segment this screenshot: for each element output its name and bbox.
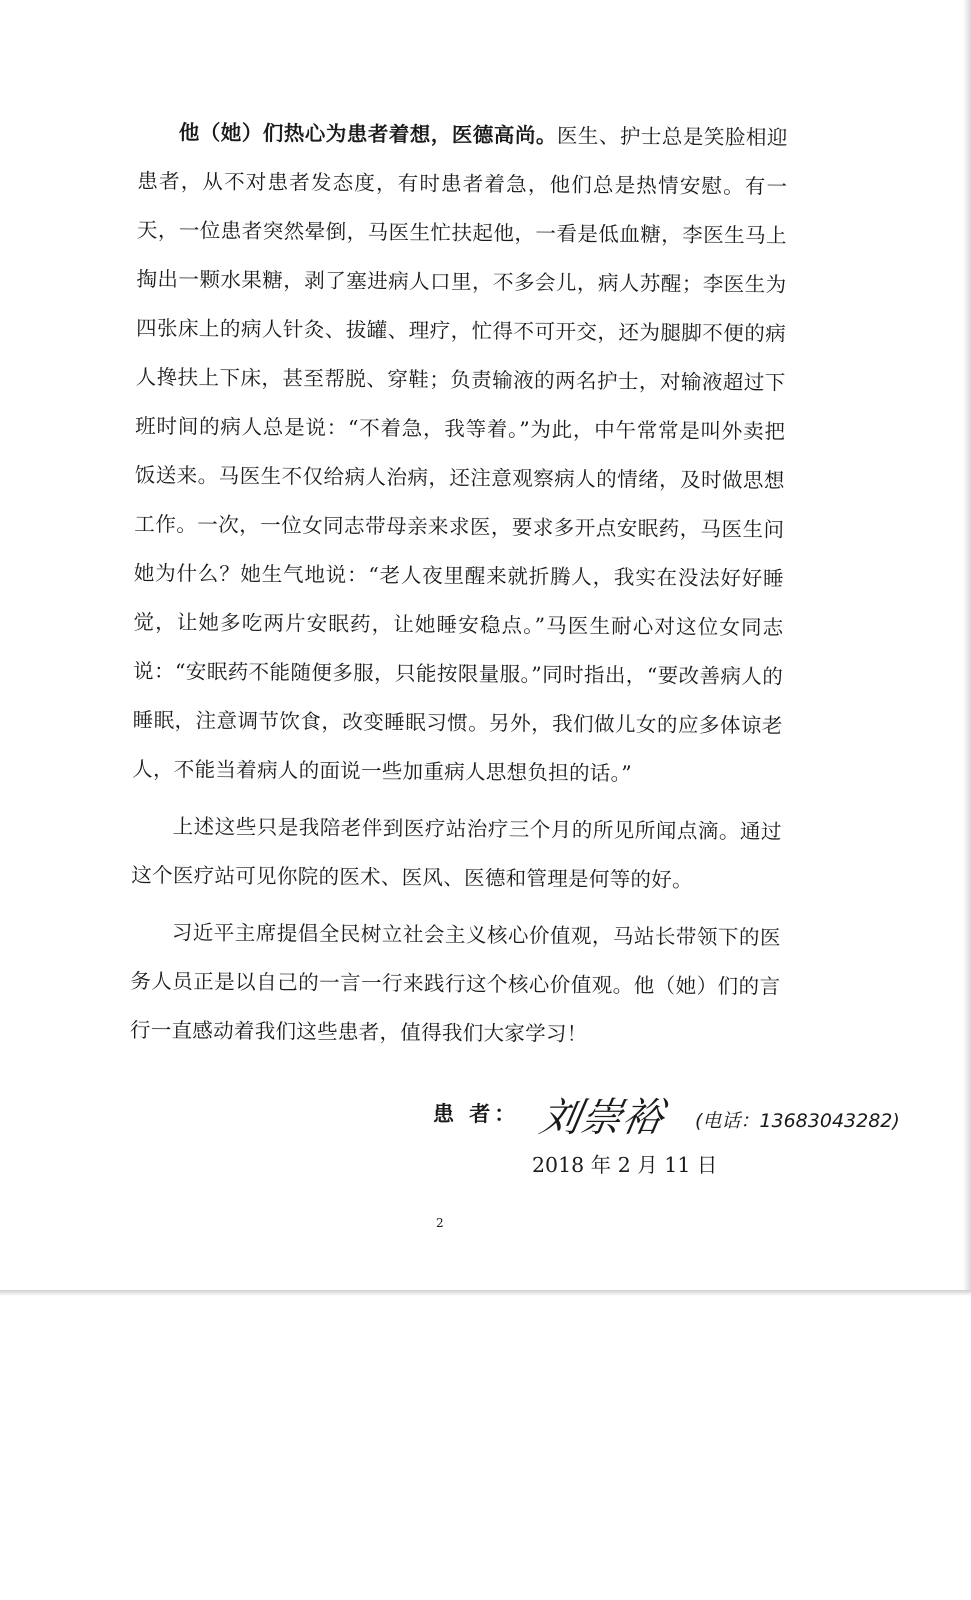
paragraph-1-bold-lead: 他（她）们热心为患者着想，医德高尚。 <box>178 120 558 148</box>
paragraph-1 <box>132 108 788 800</box>
handwritten-phone-note: (电话：13683043282) <box>695 1110 900 1132</box>
handwritten-signature: 刘崇裕 <box>536 1095 668 1141</box>
paper-bottom-edge <box>0 1290 971 1296</box>
letter-body <box>130 108 788 1061</box>
signature-block <box>433 1090 933 1142</box>
scan-edge-shadow <box>963 0 971 1292</box>
paragraph-2: 上述这些只是我陪老伴到医疗站治疗三个月的所见所闻点滴。通过这个医疗站可见你院的医术、医风、医德和管理是何等的好。 <box>131 814 782 892</box>
paragraph-3: 习近平主席提倡全民树立社会主义核心价值观，马站长带领下的医务人员正是以自己的一言一行来践行这个核心价值观。他（她）们的言行一直感动着我们这些患者，值得我们大家学习！ <box>129 920 781 1046</box>
paragraph-1-text: 医生、护士总是笑脸相迎患者，从不对患者发态度，有时患者着急，他们总是热情安慰。有一天，一位患者突然晕倒，马医生忙扶起他，一看是低血糖，李医生马上掏出一颗水果糖，剥了塞进病人口里，不多会儿，病人苏醒；李医生为四张床上的病人针灸、拔罐、理疗，忙得不可开交，还为腿脚不便的病人搀扶上下床，甚至帮脱、穿鞋；负责输液的两名护士，对输液超过下班时间的病人总是说：“不着急，我等着。”为此，中午常常是叫外卖把饭送来。马医生不仅给病人治病，还注意观察病人的情绪，及时做思想工作。一次，一位女同志带母亲来求医，要求多开点安眠药，马医生问她为什么？她生气地说：“老人夜里醒来就折腾人，我实在没法好好睡觉，让她多吃两片安眠药，让她睡安稳点。”马医生耐心对这位女同志说：“安眠药不能随便多服，只能按限量服。”同时指出，“要改善病人的睡眠，注意调节饮食，改变睡眠习惯。另外，我们做儿女的应多体谅老人，不能当着病人的面说一些加重病人思想负担的话。” <box>132 123 788 786</box>
letter-date: 2018 年 2 月 11 日 <box>532 1153 718 1177</box>
page-number: 2 <box>436 1216 444 1230</box>
signature-label: 患 者： <box>433 1101 520 1126</box>
